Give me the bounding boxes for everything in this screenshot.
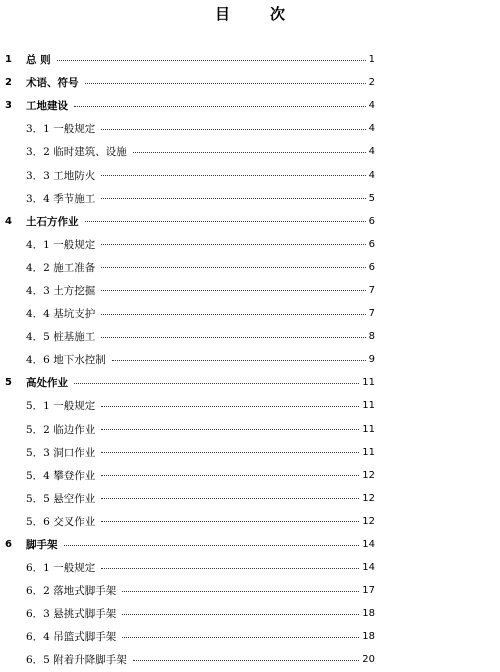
toc-dot-leader — [112, 360, 366, 361]
toc-chapter-number: 2 — [5, 77, 12, 89]
toc-entry-label: 4．4 基坑支护 — [26, 308, 96, 321]
toc-chapter-number: 3 — [5, 100, 12, 112]
toc-entry-label: 高处作业 — [26, 377, 68, 390]
toc-page-number: 11 — [362, 446, 375, 458]
toc-section-row[interactable] — [0, 487, 500, 510]
toc-entry-label: 脚手架 — [26, 539, 58, 552]
toc-entry-label: 6．3 悬挑式脚手架 — [26, 608, 117, 621]
toc-entry-label: 3．4 季节施工 — [26, 192, 96, 205]
toc-section-row[interactable] — [0, 579, 500, 602]
toc-chapter-row[interactable] — [0, 533, 500, 556]
toc-section-row[interactable] — [0, 325, 500, 348]
toc-section-row[interactable] — [0, 648, 500, 671]
toc-chapter-number: 5 — [5, 377, 12, 389]
toc-entry-label: 6．1 一般规定 — [26, 562, 96, 575]
toc-dot-leader — [101, 290, 365, 291]
toc-page-number: 6 — [368, 215, 375, 227]
toc-page-number: 4 — [368, 146, 375, 158]
toc-page-number: 4 — [368, 100, 375, 112]
toc-entry-label: 5．3 洞口作业 — [26, 446, 96, 459]
toc-page-number: 9 — [368, 354, 375, 366]
toc-section-row[interactable] — [0, 441, 500, 464]
toc-entry-label: 工地建设 — [26, 100, 68, 113]
toc-section-row[interactable] — [0, 187, 500, 210]
toc-dot-leader — [101, 267, 365, 268]
title-char-1: 目 — [214, 5, 230, 23]
toc-chapter-row[interactable] — [0, 71, 500, 94]
toc-entry-label: 4．3 土方挖掘 — [26, 284, 96, 297]
toc-dot-leader — [101, 429, 359, 430]
toc-chapter-row[interactable] — [0, 210, 500, 233]
toc-dot-leader — [101, 244, 365, 245]
toc-page-number: 2 — [368, 77, 375, 89]
toc-page-number: 14 — [362, 539, 375, 551]
toc-page-number: 7 — [368, 284, 375, 296]
toc-dot-leader — [85, 221, 366, 222]
toc-page-number: 12 — [362, 469, 375, 481]
toc-entry-label: 5．6 交叉作业 — [26, 515, 96, 528]
page-title — [0, 3, 500, 24]
toc-section-row[interactable] — [0, 418, 500, 441]
toc-dot-leader — [101, 452, 359, 453]
toc-entry-label: 3．1 一般规定 — [26, 123, 96, 136]
toc-page-number: 11 — [362, 400, 375, 412]
toc-dot-leader — [122, 591, 359, 592]
toc-dot-leader — [101, 568, 359, 569]
toc-section-row[interactable] — [0, 510, 500, 533]
toc-entry-label: 5．4 攀登作业 — [26, 469, 96, 482]
toc-dot-leader — [122, 614, 359, 615]
toc-section-row[interactable] — [0, 602, 500, 625]
toc-entry-label: 土石方作业 — [26, 215, 79, 228]
toc-entry-label: 4．1 一般规定 — [26, 238, 96, 251]
toc-entry-label: 4．2 施工准备 — [26, 261, 96, 274]
toc-page-number: 17 — [362, 585, 375, 597]
toc-dot-leader — [101, 406, 359, 407]
toc-page-number: 8 — [368, 331, 375, 343]
toc-page-number: 7 — [368, 308, 375, 320]
toc-dot-leader — [57, 60, 366, 61]
toc-chapter-number: 6 — [5, 539, 12, 551]
toc-entry-label: 6．4 吊篮式脚手架 — [26, 631, 117, 644]
toc-chapter-row[interactable] — [0, 48, 500, 71]
table-of-contents — [0, 48, 500, 672]
toc-dot-leader — [101, 521, 359, 522]
toc-dot-leader — [101, 498, 359, 499]
toc-dot-leader — [101, 337, 365, 338]
toc-section-row[interactable] — [0, 625, 500, 648]
toc-entry-label: 3．2 临时建筑、设施 — [26, 146, 127, 159]
toc-section-row[interactable] — [0, 117, 500, 140]
toc-dot-leader — [101, 314, 365, 315]
toc-dot-leader — [74, 383, 359, 384]
toc-section-row[interactable] — [0, 464, 500, 487]
toc-entry-label: 总 则 — [26, 54, 51, 67]
toc-section-row[interactable] — [0, 163, 500, 186]
toc-entry-label: 5．5 悬空作业 — [26, 492, 96, 505]
toc-section-row[interactable] — [0, 279, 500, 302]
toc-page-number: 4 — [368, 169, 375, 181]
toc-section-row[interactable] — [0, 556, 500, 579]
toc-entry-label: 3．3 工地防火 — [26, 169, 96, 182]
toc-chapter-number: 4 — [5, 215, 12, 227]
toc-chapter-row[interactable] — [0, 371, 500, 394]
toc-entry-label: 4．6 地下水控制 — [26, 354, 106, 367]
toc-entry-label: 5．1 一般规定 — [26, 400, 96, 413]
toc-dot-leader — [133, 152, 366, 153]
toc-page-number: 4 — [368, 123, 375, 135]
toc-page-number: 18 — [362, 631, 375, 643]
toc-dot-leader — [64, 545, 360, 546]
toc-entry-label: 术语、符号 — [26, 77, 79, 90]
toc-dot-leader — [85, 83, 366, 84]
toc-page-number: 11 — [362, 423, 375, 435]
toc-section-row[interactable] — [0, 256, 500, 279]
toc-dot-leader — [133, 660, 360, 661]
toc-dot-leader — [122, 637, 359, 638]
toc-dot-leader — [101, 198, 365, 199]
toc-section-row[interactable] — [0, 302, 500, 325]
toc-page-number: 20 — [362, 654, 375, 666]
toc-page-number: 5 — [368, 192, 375, 204]
toc-page-number: 6 — [368, 238, 375, 250]
toc-page-number: 18 — [362, 608, 375, 620]
toc-chapter-number: 1 — [5, 54, 12, 66]
toc-section-row[interactable] — [0, 140, 500, 163]
toc-page-number: 11 — [362, 377, 375, 389]
toc-entry-label: 6．2 落地式脚手架 — [26, 585, 117, 598]
toc-section-row[interactable] — [0, 348, 500, 371]
title-char-2: 次 — [270, 5, 286, 23]
toc-page-number: 12 — [362, 515, 375, 527]
toc-entry-label: 6．5 附着升降脚手架 — [26, 654, 127, 667]
toc-page-number: 12 — [362, 492, 375, 504]
toc-section-row[interactable] — [0, 233, 500, 256]
toc-dot-leader — [101, 129, 365, 130]
toc-chapter-row[interactable] — [0, 94, 500, 117]
toc-section-row[interactable] — [0, 394, 500, 417]
toc-page-number: 14 — [362, 562, 375, 574]
toc-page-number: 6 — [368, 261, 375, 273]
toc-page-number: 1 — [368, 54, 375, 66]
toc-dot-leader — [101, 175, 365, 176]
toc-dot-leader — [101, 475, 359, 476]
toc-entry-label: 5．2 临边作业 — [26, 423, 96, 436]
toc-dot-leader — [74, 106, 366, 107]
toc-entry-label: 4．5 桩基施工 — [26, 331, 96, 344]
